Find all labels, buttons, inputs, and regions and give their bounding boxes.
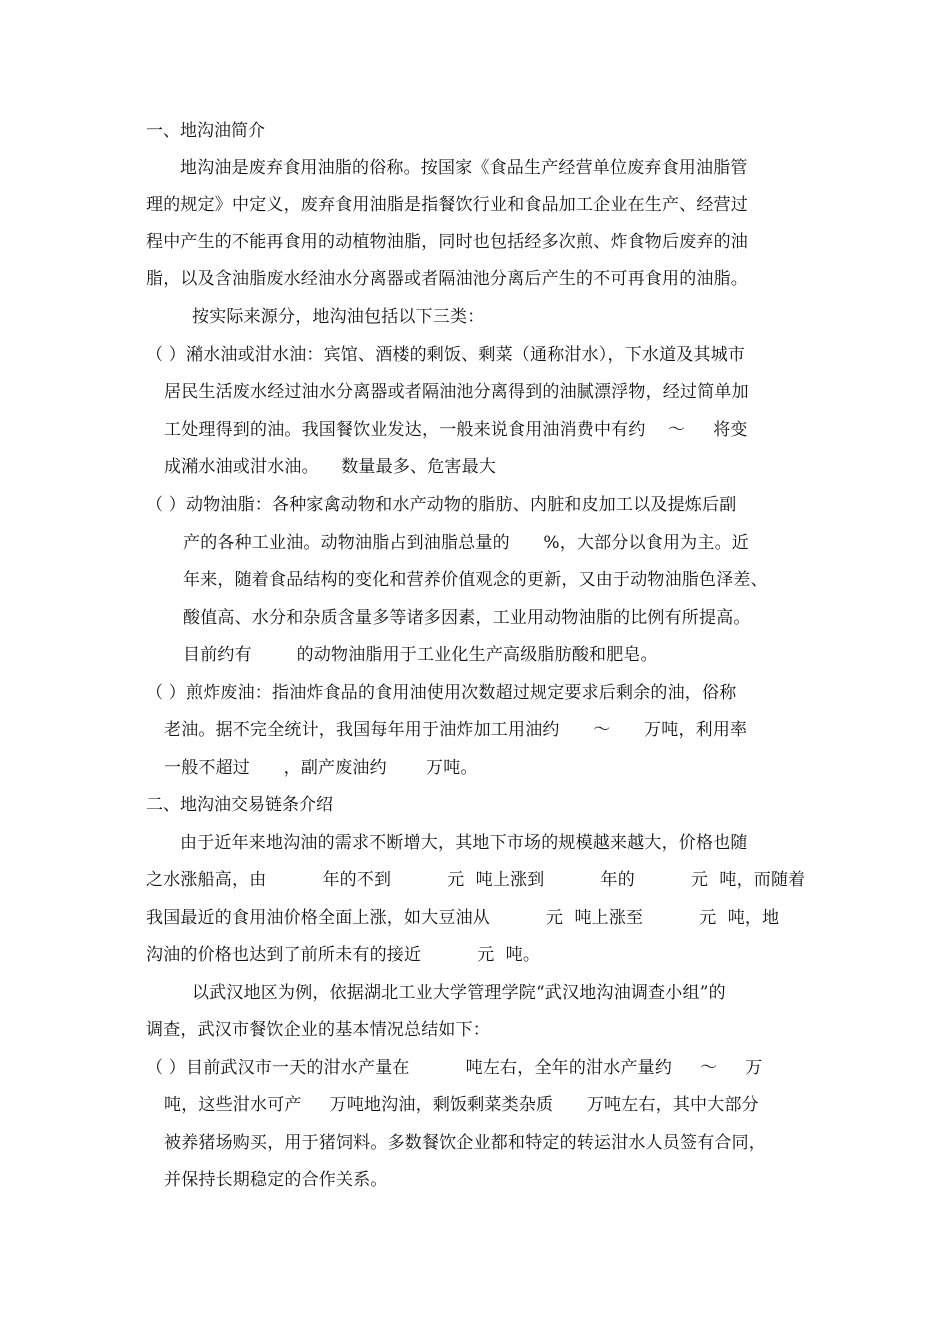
paragraph-line: 之水涨船高，由 年的不到 元 吨上涨到 年的 元 吨，而随着 [146,870,806,890]
section-heading-intro: 一、地沟油简介 [146,121,265,141]
list-line: 产的各种工业油。动物油脂占到油脂总量的 %，大部分以食用为主。近 [183,533,749,553]
list-line: 目前约有 的动物油脂用于工业化生产高级脂肪酸和肥皂。 [183,645,658,665]
paragraph-line: 由于近年来地沟油的需求不断增大，其地下市场的规模越来越大，价格也随 [180,833,748,853]
paragraph-line: 按实际来源分，地沟油包括以下三类： [192,307,485,327]
paragraph-line: 以武汉地区为例，依据湖北工业大学管理学院“武汉地沟油调查小组”的 [192,983,726,1003]
paragraph-line: 调查，武汉市餐饮企业的基本情况总结如下： [146,1020,490,1040]
list-line: （ ）煎炸废油：指油炸食品的食用油使用次数超过规定要求后剩余的油，俗称 [146,683,737,703]
list-line: 被养猪场购买，用于猪饲料。多数餐饮企业都和特定的转运泔水人员签有合同， [164,1133,766,1153]
list-line: 老油。据不完全统计，我国每年用于油炸加工用油约 ～ 万吨，利用率 [164,720,748,740]
list-line: （ ）目前武汉市一天的泔水产量在 吨左右，全年的泔水产量约 ～ 万 [146,1058,763,1078]
list-line: 工处理得到的油。我国餐饮业发达，一般来说食用油消费中有约 ～ 将变 [164,420,748,440]
list-line: 酸值高、水分和杂质含量多等诸多因素，工业用动物油脂的比例有所提高。 [183,608,751,628]
section-heading-trade-chain: 二、地沟油交易链条介绍 [146,795,333,815]
list-line: 一般不超过 ，副产废油约 万吨。 [164,758,478,778]
paragraph-line: 程中产生的不能再食用的动植物油脂，同时也包括经多次煎、炸食物后废弃的油 [146,232,748,252]
paragraph-line: 脂，以及含油脂废水经油水分离器或者隔油池分离后产生的不可再食用的油脂。 [146,269,748,289]
paragraph-line: 理的规定》中定义，废弃食用油脂是指餐饮行业和食品加工企业在生产、经营过 [146,195,748,215]
list-line: 年来，随着食品结构的变化和营养价值观念的更新，又由于动物油脂色泽差、 [183,570,768,590]
paragraph-line: 沟油的价格也达到了前所未有的接近 元 吨。 [146,945,541,965]
list-line: （ ）潲水油或泔水油：宾馆、酒楼的剩饭、剩菜（通称泔水），下水道及其城市 [146,345,746,365]
paragraph-line: 地沟油是废弃食用油脂的俗称。按国家《食品生产经营单位废弃食用油脂管 [180,158,748,178]
paragraph-line: 我国最近的食用油价格全面上涨，如大豆油从 元 吨上涨至 元 吨，地 [146,908,780,928]
list-line: 吨，这些泔水可产 万吨地沟油，剩饭剩菜类杂质 万吨左右，其中大部分 [164,1095,759,1115]
list-line: 并保持长期稳定的合作关系。 [164,1170,388,1190]
list-line: 居民生活废水经过油水分离器或者隔油池分离得到的油腻漂浮物，经过简单加 [164,382,749,402]
list-line: （ ）动物油脂：各种家禽动物和水产动物的脂肪、内脏和皮加工以及提炼后副 [146,495,737,515]
list-line: 成潲水油或泔水油。 数量最多、危害最大 [164,457,497,477]
